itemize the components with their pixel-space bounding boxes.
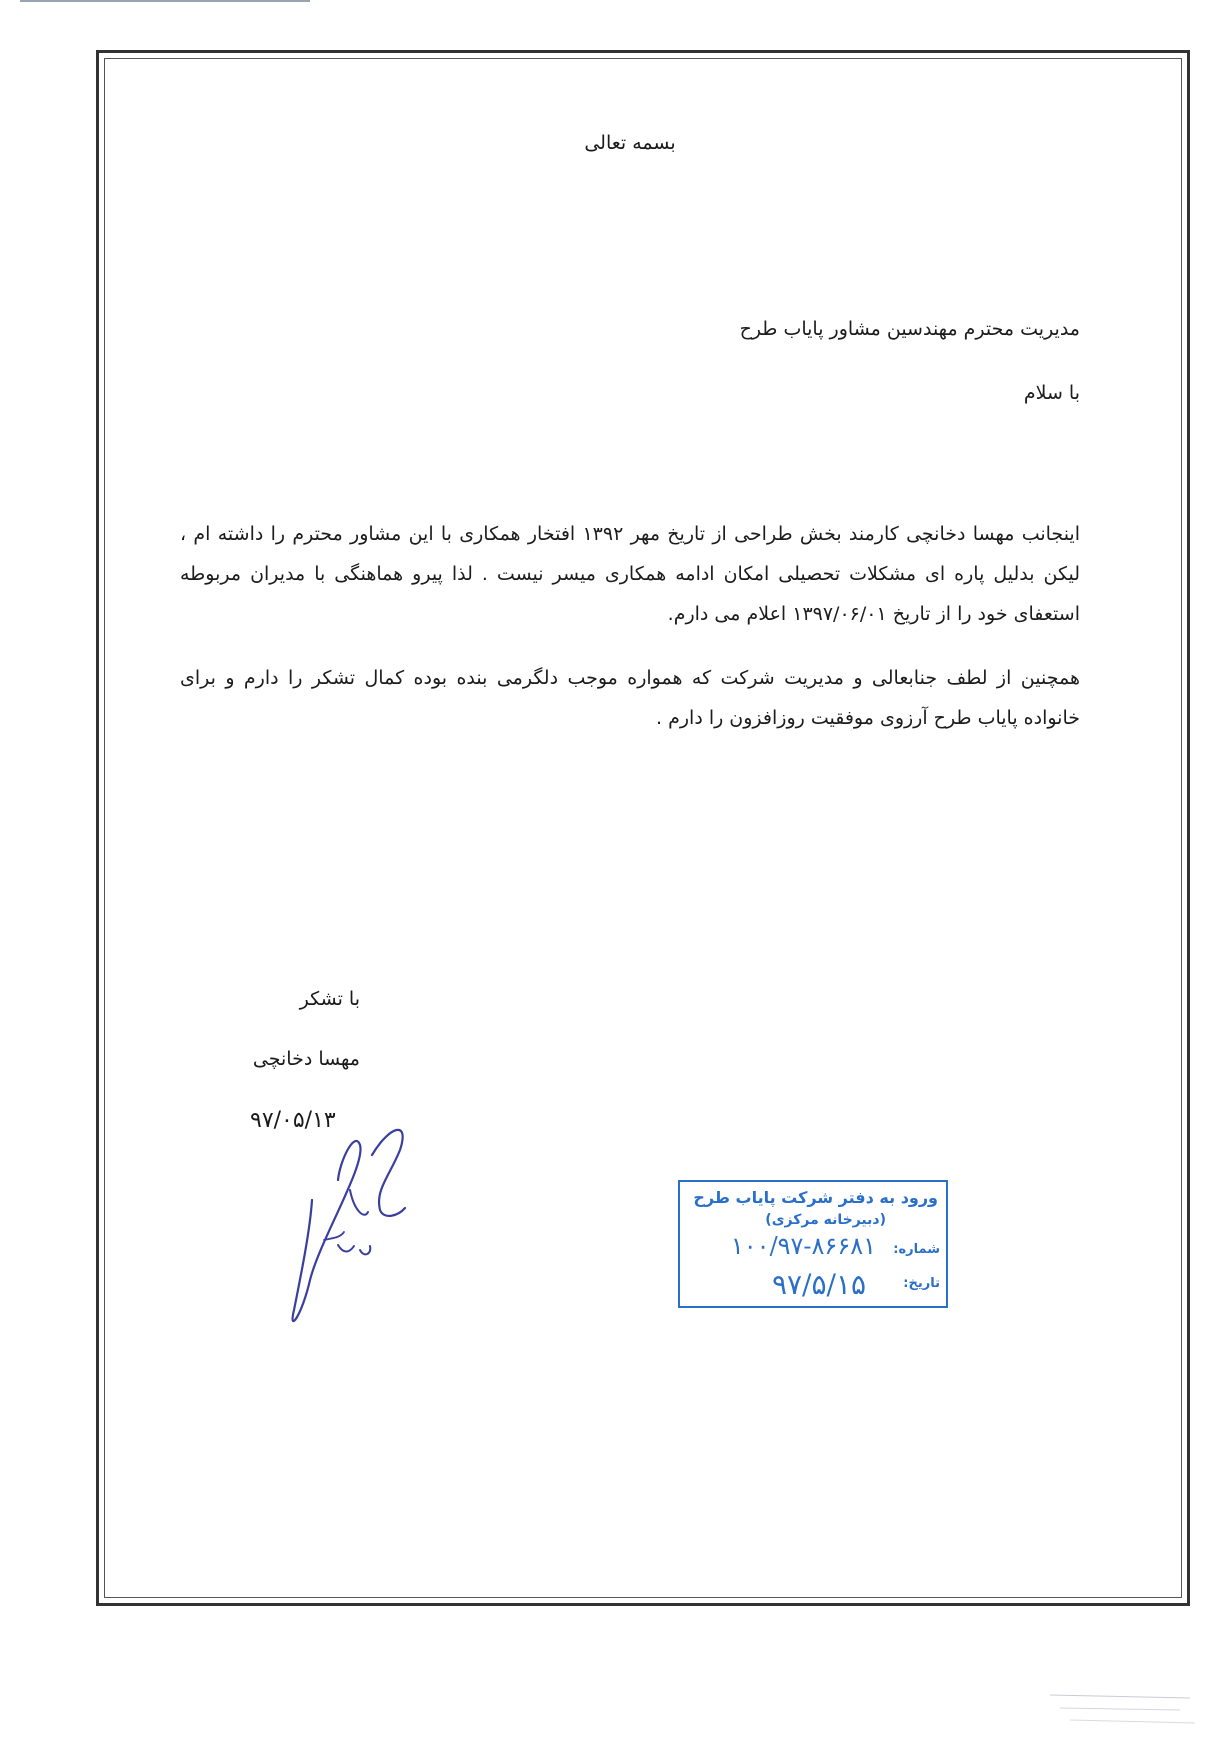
body-paragraph-1: اینجانب مهسا دخانچی کارمند بخش طراحی از تاریخ مهر ۱۳۹۲ افتخار همکاری با این مشاور محترم را داشته ام ، لیکن بدلیل پاره ای مشکلات تحصیلی امکان ادامه همکاری میسر نیست . لذا پیرو هماهنگی با مدیران مربوطه استعفای خود را از تاریخ ۱۳۹۷/۰۶/۰۱ اعلام می دارم. xyxy=(180,523,1080,625)
closing-line: با تشکر xyxy=(299,988,360,1010)
letter-body xyxy=(180,514,1080,762)
greeting-line: با سلام xyxy=(1023,382,1080,404)
stamp-title: ورود به دفتر شرکت پایاب طرح xyxy=(693,1188,938,1207)
stamp-subtitle: (دبیرخانه مرکزی) xyxy=(765,1212,886,1228)
scan-artifact-marks xyxy=(1040,1690,1200,1730)
sender-name: مهسا دخانچی xyxy=(252,1048,360,1070)
signature-date: ۹۷/۰۵/۱۳ xyxy=(250,1108,336,1133)
handwritten-signature xyxy=(280,1120,450,1340)
stamp-date-value: ۹۷/۵/۱۵ xyxy=(771,1268,866,1301)
page-border-inner xyxy=(104,58,1182,1598)
scan-edge-line xyxy=(20,0,310,2)
recipient-line: مدیریت محترم مهندسین مشاور پایاب طرح xyxy=(739,318,1080,340)
invocation-heading: بسمه تعالی xyxy=(584,132,676,154)
registry-stamp xyxy=(678,1180,948,1308)
stamp-number-label: شماره: xyxy=(893,1242,940,1257)
body-paragraph-2: همچنین از لطف جنابعالی و مدیریت شرکت که همواره موجب دلگرمی بنده بوده کمال تشکر را دارم و برای خانواده پایاب طرح آرزوی موفقیت روزافزون را دارم . xyxy=(180,667,1080,729)
stamp-number-value: ۱۰۰/۹۷-۸۶۶۸۱ xyxy=(730,1232,876,1260)
stamp-date-label: تاریخ: xyxy=(903,1276,940,1291)
